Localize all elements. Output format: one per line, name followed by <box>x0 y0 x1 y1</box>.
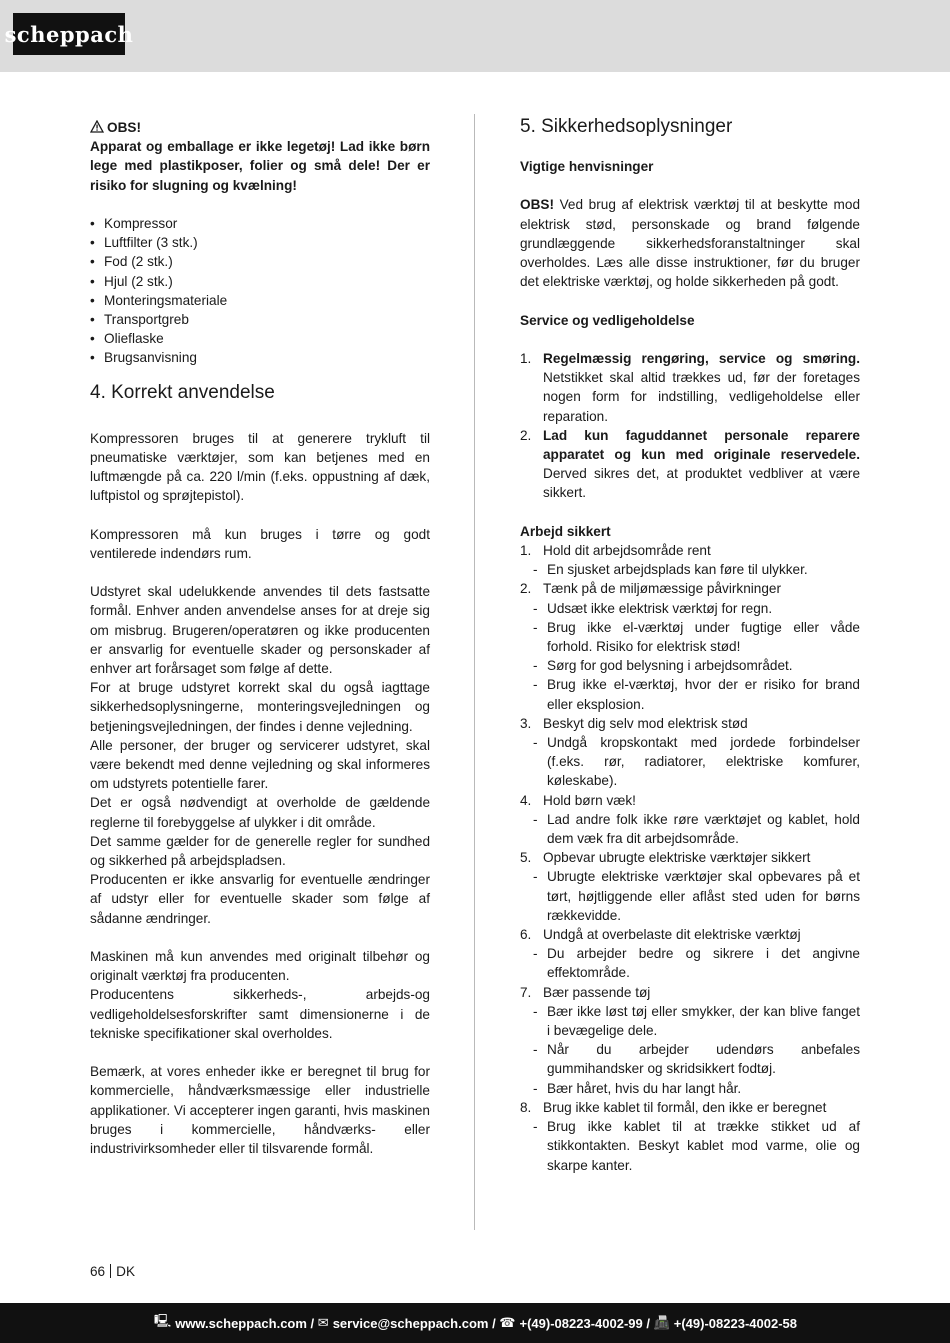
list-item: • Luftfilter (3 stk.) <box>90 233 430 252</box>
phone-number: +(49)-08223-4002-99 <box>519 1315 643 1331</box>
work-item: 7. Bær passende tøj <box>520 984 651 1000</box>
paragraph: Producentens sikkerheds-, arbejds-og vedligeholdelsesforskrifter samt dimensionerne i de tekniske specifikationer skal overholdes. <box>90 987 430 1041</box>
list-item: • Transportgreb <box>90 310 430 329</box>
paragraph: Producenten er ikke ansvarlig for eventuelle ændringer af udstyr eller for eventuelle skader som følge af sådanne ændringer. <box>90 872 430 926</box>
scheppach-logo: scheppach <box>13 13 125 55</box>
phone-icon: ☎ <box>499 1315 516 1330</box>
work-subitem: - Bær ikke løst tøj eller smykker, der kan blive fanget i bevægelige dele. <box>533 1003 860 1039</box>
column-divider <box>474 114 475 1230</box>
computer-icon: 🖳 <box>153 1313 172 1328</box>
work-item: 5. Opbevar ubrugte elektriske værktøjer sikkert <box>520 850 811 866</box>
work-item: 3. Beskyt dig selv mod elektrisk stød <box>520 715 748 731</box>
work-subitem: - Undgå kropskontakt med jordede forbindelser (f.eks. rør, radiatorer, elektriske komfurer, køleskabe). <box>533 735 860 789</box>
work-subitem: - Sørg for god belysning i arbejdsområdet. <box>533 658 793 674</box>
work-subitem: - Lad andre folk ikke røre værktøjet og kablet, hold dem væk fra dit arbejdsområde. <box>533 811 860 847</box>
obs-paragraph: OBS! Ved brug af elektrisk værktøj til at beskytte mod elektrisk stød, personskade og brand følgende grundlæggende sikkerhedsforanstaltninger skal overholdes. Læs alle disse instruktioner, før du bruger det elektriske værktøj, og holde sikkerheden på godt. <box>520 197 860 290</box>
page-number: 66 DK <box>90 1264 136 1279</box>
list-item: • Monteringsmateriale <box>90 291 430 310</box>
work-subitem: - Du arbejder bedre og sikrere i det angivne effektområde. <box>533 946 860 981</box>
work-safely-list <box>520 541 860 1175</box>
service-heading: Service og vedligeholdelse <box>520 312 695 328</box>
list-item: • Olieflaske <box>90 329 430 348</box>
contact-footer-bar: 🖳 www.scheppach.com / ✉ service@scheppach.com / ☎ +(49)-08223-4002-99 / 📠 +(49)-08223-4002-58 <box>0 1303 950 1343</box>
list-item: • Kompressor <box>90 214 430 233</box>
contents-list <box>90 214 430 368</box>
work-subitem: - Brug ikke el-værktøj under fugtige eller våde forhold. Risiko for elektrisk stød! <box>533 619 860 655</box>
warning-triangle-icon <box>90 120 104 133</box>
work-subitem: - Ubrugte elektriske værktøjer skal opbevares på et tørt, højtliggende eller aflåst sted uden for børns rækkevidde. <box>533 869 860 923</box>
header-bar <box>0 0 950 72</box>
work-subitem: - Brug ikke kablet til at trække stikket ud af stikkontakten. Beskyt kablet mod varme, olie og skarpe kanter. <box>533 1119 860 1173</box>
paragraph: Udstyret skal udelukkende anvendes til dets fastsatte formål. Enhver anden anvendelse anses for at dreje sig om misbrug. Brugeren/operatøren og ikke producenten er ansvarlig for eventuelle skader og personskader af enhver art forårsaget som følge af dette. <box>90 584 430 677</box>
warning-text: Apparat og emballage er ikke legetøj! Lad ikke børn lege med plastikposer, folier og små dele! Der er risiko for slugning og kvælning! <box>90 139 430 193</box>
work-subitem: - Brug ikke el-værktøj, hvor der er risiko for brand eller eksplosion. <box>533 677 860 712</box>
section-4-title: 4. Korrekt anvendelse <box>90 381 275 403</box>
paragraph: Det samme gælder for de generelle regler for sundhed og sikkerhed på arbejdspladsen. <box>90 833 430 869</box>
paragraph: Maskinen må kun anvendes med originalt tilbehør og originalt værktøj fra producenten. <box>90 949 430 984</box>
work-item: 4. Hold børn væk! <box>520 792 636 808</box>
work-item: 6. Undgå at overbelaste dit elektriske værktøj <box>520 927 801 943</box>
work-safely-heading: Arbejd sikkert <box>520 523 611 539</box>
work-subitem: - En sjusket arbejdsplads kan føre til ulykker. <box>533 562 808 578</box>
work-subitem: - Bær håret, hvis du har langt hår. <box>533 1080 742 1096</box>
paragraph: Bemærk, at vores enheder ikke er beregnet til brug for kommercielle, håndværksmæssige eller industrielle applikationer. Vi accepterer ingen garanti, hvis maskinen bruges i kommercielle, håndværks- eller industrivirksomheder eller til tilsvarende formål. <box>90 1064 430 1157</box>
obs-warning-label: OBS! <box>90 118 430 137</box>
envelope-icon: ✉ <box>317 1315 329 1330</box>
fax-number: +(49)-08223-4002-58 <box>673 1315 797 1331</box>
service-item: 2. Lad kun faguddannet personale reparere apparatet og kun med originale reservedele. Derved sikres det, at produktet vedbliver at være sikkert. <box>520 427 860 501</box>
paragraph: Kompressoren må kun bruges i tørre og godt ventilerede indendørs rum. <box>90 526 430 561</box>
fax-icon: 📠 <box>653 1315 670 1330</box>
right-column <box>520 118 860 1175</box>
work-subitem: - Når du arbejder udendørs anbefales gummihandsker og skridsikkert fodtøj. <box>533 1042 860 1077</box>
list-item: • Fod (2 stk.) <box>90 252 430 271</box>
list-item: • Hjul (2 stk.) <box>90 272 430 291</box>
section-5-title: 5. Sikkerhedsoplysninger <box>520 116 733 137</box>
paragraph: Det er også nødvendigt at overholde de gældende reglerne til forebyggelse af ulykker i dit område. <box>90 795 430 830</box>
email-link[interactable]: service@scheppach.com <box>332 1315 489 1331</box>
work-item: 8. Brug ikke kablet til formål, den ikke er beregnet <box>520 1099 827 1115</box>
website-link[interactable]: www.scheppach.com <box>175 1315 307 1331</box>
service-item: 1. Regelmæssig rengøring, service og smøring. Netstikket skal altid trækkes ud, før der foretages nogen form for indstilling, vedligeholdelse eller reparation. <box>520 350 860 424</box>
list-item: • Brugsanvisning <box>90 348 430 367</box>
paragraph: Kompressoren bruges til at generere trykluft til pneumatiske værktøjer, som kan betjenes med en luftmængde på ca. 220 l/min (f.eks. oppustning af dæk, luftpistol og sprøjtepistol). <box>90 430 430 504</box>
left-column <box>90 118 430 1158</box>
work-item: 1. Hold dit arbejdsområde rent <box>520 543 711 558</box>
paragraph: For at bruge udstyret korrekt skal du også iagttage sikkerhedsoplysningerne, monteringsvejledningen og betjeningsvejledningen, der findes i denne vejledning. <box>90 680 430 734</box>
work-subitem: - Udsæt ikke elektrisk værktøj for regn. <box>533 600 773 616</box>
work-item: 2. Tænk på de miljømæssige påvirkninger <box>520 581 781 597</box>
important-heading: Vigtige henvisninger <box>520 159 654 174</box>
paragraph: Alle personer, der bruger og servicerer udstyret, skal være bekendt med denne vejledning og skal informeres om udstyrets potentielle farer. <box>90 737 430 792</box>
